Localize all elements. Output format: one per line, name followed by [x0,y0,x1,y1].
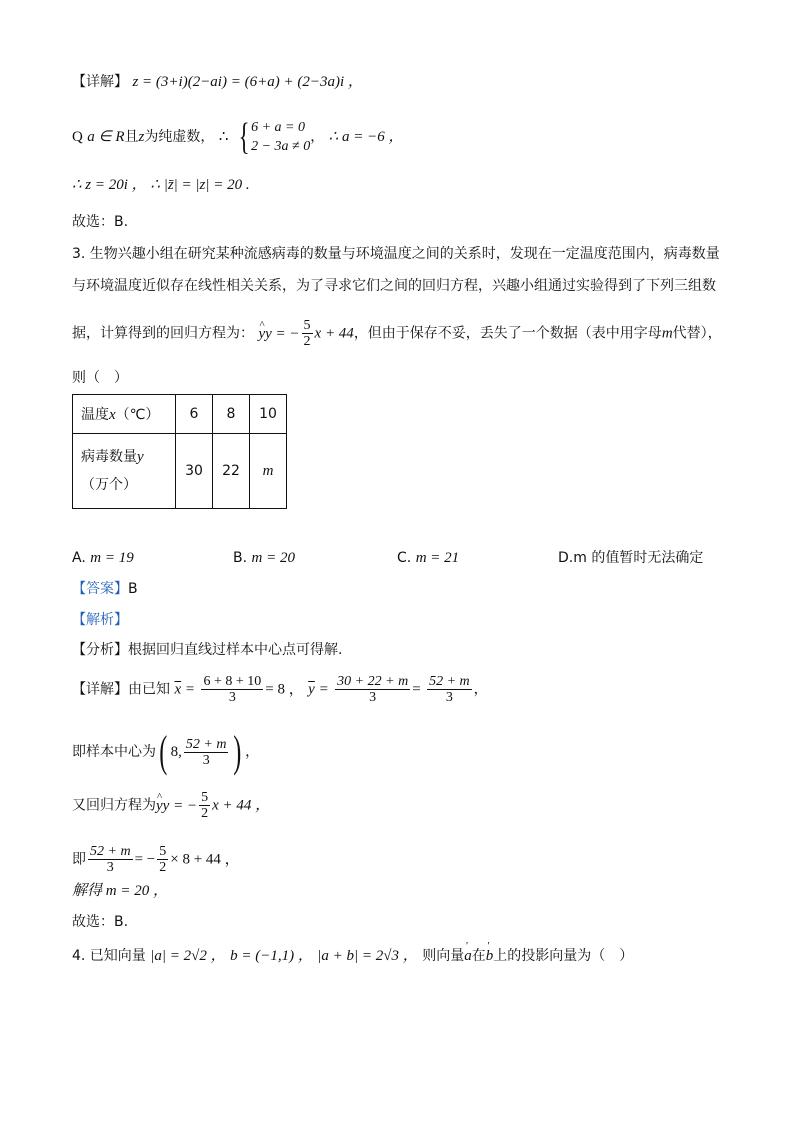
detail-line-2: 即样本中心为( 8, $\frac{52 + m}{3}$ ) ， [72,727,260,776]
q2-lead-symbol: Q [72,129,83,145]
q2-comma: ， [310,129,325,145]
q3-stem-line-1: 3. 生物兴趣小组在研究某种流感病毒的数量与环境温度之间的关系时，发现在一定温度范围内，病毒数量 [72,246,720,262]
y-bar: y = [308,681,329,698]
fenxi-tag: 【分析】 [72,642,128,658]
table-cell: 30 [176,434,213,509]
option-d: D.m 的值暂时无法确定 [558,550,704,566]
q3-stem-line-3 [72,318,722,349]
option-b: B. m = 20 [233,550,295,566]
detail-line-6: 故选：B. [72,914,129,930]
analysis-tag: 【解析】 [72,612,128,628]
equation-system [251,118,310,156]
detail-line-3: 又回归方程为^ yy = − $\frac{5}{2}$ x + 44 ， [72,790,270,821]
q2-choice-line: 故选：B. [72,214,129,230]
table-cell: 6 [176,395,213,434]
q2-detail-line [72,72,363,92]
q4-eq-3: |a + b| = 2√3 ， [317,948,418,964]
mean-x-fraction: $\frac{6 + 8 + 10}{3}$ [203,674,262,705]
option-a: A. m = 19 [72,550,134,566]
q3-stem-text-2: ，但由于保存不妥，丢失了一个数据（表中用字母 [353,325,662,342]
table-header-virus-count: 病毒数量y （万个） [73,434,176,509]
q2-detail-equation: z = (3+i)(2−ai) = (6+a) + (2−3a)i ， [132,74,363,90]
detail-line-4: 即 $\frac{52 + m}{3}$ = − $\frac{5}{2}$ × 8 + 44 ， [72,844,240,875]
q2-result-line: ∴ z = 20i ， ∴ |z̄| = |z| = 20 . [72,177,250,193]
q3-letter-m: m [661,325,673,342]
detail-tag: 【详解】 [72,681,128,698]
detail-line-5: 解得 m = 20 ， [72,883,168,899]
q4-eq-2: b = (−1,1) ， [230,948,313,964]
q2-result-a: ∴ a = −6 ， [328,129,404,145]
system-eq-1: 6 + a = 0 [251,120,305,135]
mean-y-fraction-2: $\frac{52 + m}{3}$ [429,674,470,705]
answer-value: B [128,581,138,597]
detail-line-1: 【详解】由已知 x = $\frac{6 + 8 + 10}{3}$ = 8 ， y = $\frac{30 + 22 + m}{3}$ = $\frac{52 + m}{3}$ ， [72,674,488,705]
therefore-symbol: ∴ [218,129,229,145]
regression-eq-right: x + 44 [314,325,354,342]
mean-y-fraction: $\frac{30 + 22 + m}{3}$ [337,674,409,705]
vector-a: ' a [464,946,472,966]
q3-stem-text-3: 代替）， [672,325,722,342]
table-cell: 22 [213,434,250,509]
slope-fraction: $\frac{5}{2}$ [159,844,167,875]
regression-fraction-2: $\frac{5}{2}$ [201,790,209,821]
table-row [73,434,287,509]
q3-stem-line-2: 与环境温度近似存在线性相关关系，为了寻求它们之间的回归方程，兴趣小组通过实验得到了下列三组数 [72,278,716,294]
table-header-temperature: 温度x（℃） [73,395,176,434]
table-cell: m [250,434,287,509]
q4-eq-1: |a| = 2√2 ， [150,948,226,964]
regression-fraction: $\frac{5}{2}$ [303,318,311,349]
q2-and: 且 [124,129,139,145]
q3-stem-text: 据，计算得到的回归方程为： [72,325,254,342]
equation-system-brace: { [238,116,250,158]
q3-question-line: 则（ ） [72,370,128,386]
q4-stem: 4. 已知向量 |a| = 2√2 ， b = (−1,1) ， |a + b| = 2√3 ， 则向量' a在' b上的投影向量为（ ） [72,946,633,966]
regression-eq-left: ^ yy = − [258,326,299,342]
fenxi-line [72,640,342,660]
q2-z: z [138,129,145,145]
detail-tag: 【详解】 [72,74,128,90]
table-row [73,395,287,434]
answer-tag: 【答案】 [72,581,128,597]
fenxi-text: 根据回归直线过样本中心点可得解. [128,642,343,658]
q2-pure-imaginary: 为纯虚数， [144,129,215,145]
system-eq-2: 2 − 3a ≠ 0 [251,139,311,154]
center-fraction: $\frac{52 + m}{3}$ [185,736,227,768]
q2-condition: a ∈ R [87,129,125,145]
option-c: C. m = 21 [397,550,460,566]
answer-line [72,579,138,599]
x-bar: x = [174,681,195,698]
table-cell: 8 [213,395,250,434]
vector-b: ' b [486,946,494,966]
table-cell: 10 [250,395,287,434]
data-table [72,394,287,509]
substitution-fraction: $\frac{52 + m}{3}$ [90,844,131,875]
q2-condition-line [72,118,403,156]
